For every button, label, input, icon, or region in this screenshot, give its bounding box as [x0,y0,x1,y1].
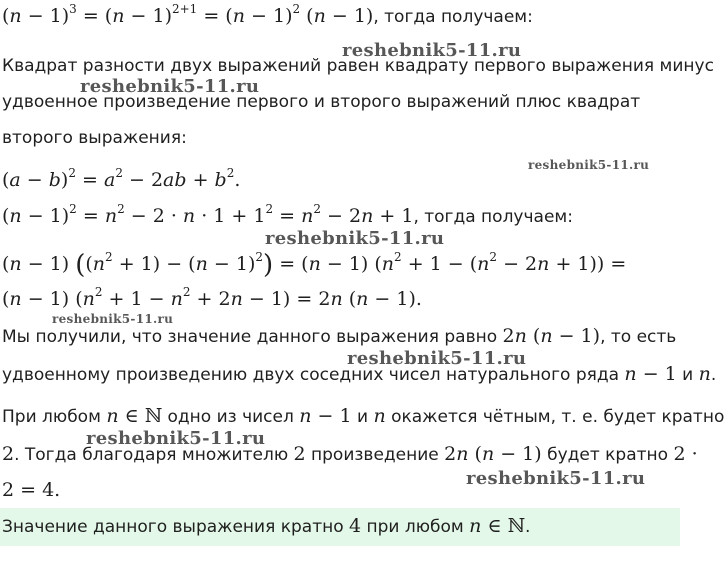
eq-line-6-suffix: , тогда получаем: [413,207,573,227]
conclusion-line-2-a: удвоенному произведению двух соседних чисел натурального ряда [2,365,625,385]
parity-line-2: 2. Тогда благодаря множителю 2 произведение 2n (n − 1) будет кратно 2 · [2,443,698,465]
eq-line-1: $(n - 1)^3 = (n - 1)^{2+1} = (n - 1)^2$ (n − 1), тогда получаем: [2,2,533,27]
final-answer-a: Значение данного выражения кратно [2,517,350,537]
parity-line-2-b: произведение [305,445,445,465]
conclusion-line-1-b: , то есть [600,327,677,347]
conclusion-line-2-b: и [676,365,699,385]
watermark: reshebnik5-11.ru [52,312,174,326]
eq-line-6: $(n - 1)^2 = n^2 - 2 \cdot n \cdot 1 + 1^2 = n^2 - 2n + 1$, тогда получаем: [2,202,573,227]
parity-line-2-c: будет кратно [541,445,674,465]
parity-line-1-d: окажется чётным, т. е. будет кратно [385,407,724,427]
formula-square-difference: $(a - b)^2 = a^2 - 2ab + b^2$. [2,166,241,191]
eq-line-8: (n − 1) $(n^2 + 1 - n^2 + 2n - 1) = 2n$ (n − 1). [2,285,422,310]
conclusion-line-2: удвоенному произведению двух соседних чисел натурального ряда n − 1 и n. [2,363,717,385]
watermark: reshebnik5-11.ru [347,348,527,369]
final-answer-b: при любом [361,517,470,537]
watermark: reshebnik5-11.ru [466,468,646,489]
parity-line-1-b: одно из чисел [162,407,300,427]
parity-line-2-a: . Тогда благодаря множителю [14,445,294,465]
rule-line-1: Квадрат разности двух выражений равен квадрату первого выражения минус [2,56,714,76]
watermark: reshebnik5-11.ru [528,158,650,172]
eq-line-7: (n − 1) $((n^2 + 1) - (n - 1)^2) = (n - 1) (n^2 + 1 - (n^2 - 2n + 1))$ = [2,250,627,280]
watermark: reshebnik5-11.ru [265,228,445,249]
parity-line-1-c: и [351,407,374,427]
watermark: reshebnik5-11.ru [342,40,522,61]
final-answer: Значение данного выражения кратно 4 при любом n ∈ ℕ. [2,515,531,537]
rule-line-2: удвоенное произведение первого и второго выражений плюс квадрат [2,92,641,112]
conclusion-line-1-a: Мы получили, что значение данного выражения равно [2,327,503,347]
watermark: reshebnik5-11.ru [80,76,260,97]
conclusion-line-1: Мы получили, что значение данного выражения равно 2n (n − 1), то есть [2,325,677,347]
eq-line-1-suffix: , тогда получаем: [373,7,533,27]
parity-line-3: 2 = 4. [2,479,61,501]
parity-line-1: При любом n ∈ ℕ одно из чисел n − 1 и n окажется чётным, т. е. будет кратно [2,405,724,427]
parity-line-1-a: При любом [2,407,107,427]
watermark: reshebnik5-11.ru [86,428,266,449]
rule-line-3: второго выражения: [2,128,187,148]
